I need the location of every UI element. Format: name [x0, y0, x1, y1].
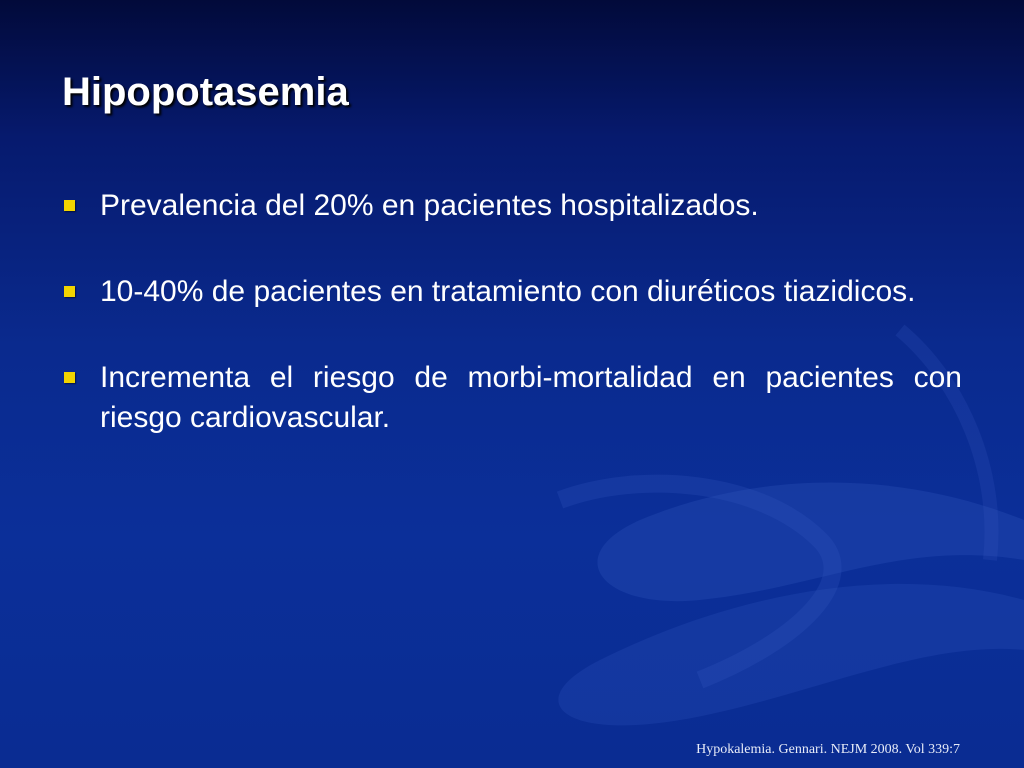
bullet-item — [62, 186, 962, 226]
square-bullet-icon — [64, 286, 75, 297]
bullet-item — [62, 358, 962, 438]
bullet-list — [62, 186, 962, 484]
bullet-item — [62, 272, 962, 312]
bullet-text: 10-40% de pacientes en tratamiento con diuréticos tiazidicos. — [100, 275, 916, 308]
bullet-text: Prevalencia del 20% en pacientes hospitalizados. — [100, 189, 759, 222]
square-bullet-icon — [64, 200, 75, 211]
citation-footer: Hypokalemia. Gennari. NEJM 2008. Vol 339:7 — [696, 742, 960, 757]
square-bullet-icon — [64, 372, 75, 383]
slide-title: Hipopotasemia — [62, 70, 349, 114]
bullet-text: Incrementa el riesgo de morbi-mortalidad en pacientes con riesgo cardiovascular. — [100, 361, 962, 434]
